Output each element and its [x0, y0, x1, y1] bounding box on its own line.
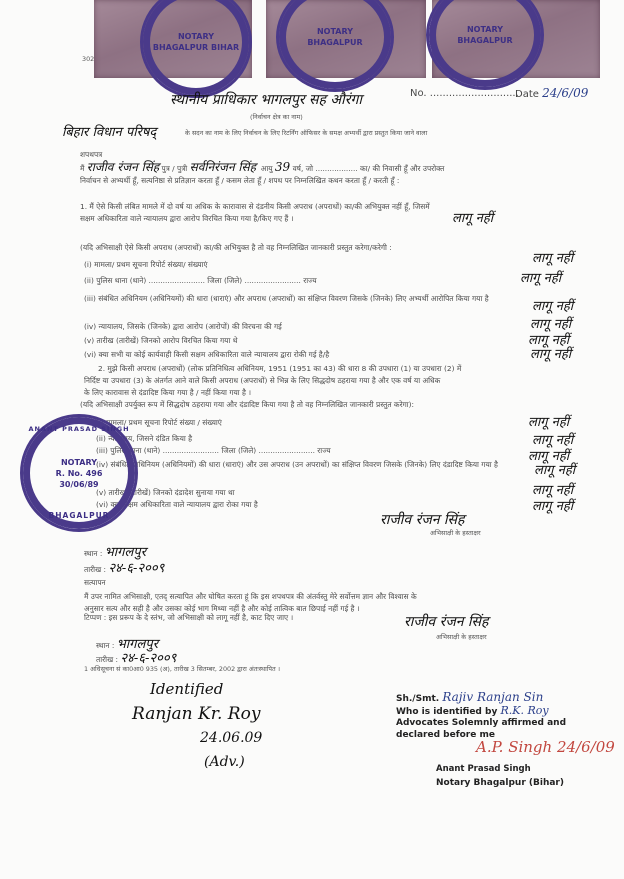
para2-item-1-answer: लागू नहीं — [528, 415, 570, 430]
verification-heading: सत्यापन — [84, 578, 106, 587]
para1-line-b: सक्षम अधिकारिता वाले न्यायालय द्वारा आरोप विरचित किया गया है/किए गए हैं । — [80, 214, 294, 223]
notary-seal-left: NOTARY R. No. 496 30/06/89 ANANT PRASAD SINGH BHAGALPUR — [20, 414, 138, 532]
verification-line-a: मैं उपर नामित अभिसाक्षी, एतद् सत्यापित और घोषित करता हूं कि इस शपथपत्र की अंतर्वस्तु मेरे सर्वोत्तम ज्ञान और विश्वास के — [84, 592, 417, 601]
para1-item-4-answer: लागू नहीं — [530, 317, 572, 332]
footnote: 1 अधिसूचना सं का0आ0 935 (अ), तारीख 3 सितम्बर, 2002 द्वारा अंतःस्थापित । — [84, 665, 281, 673]
identifier-date: 24.06.09 — [200, 730, 263, 746]
para1-item-1-answer: लागू नहीं — [532, 251, 574, 266]
para2-item-3-answer: लागू नहीं — [528, 449, 570, 464]
para1-item-1: (i) मामला/ प्रथम सूचना रिपोर्ट संख्या/ संख्याएं — [84, 260, 208, 269]
para2-item-3: (iii) पुलिस थाना (थाने) ........................ जिला (जिले) ........................ राज्य — [96, 446, 331, 455]
para1-item-6: (vi) क्या सभी या कोई कार्यवाही किसी सक्षम अधिकारिता वाले न्यायालय द्वारा रोकी गई है/है — [84, 350, 330, 359]
para1-line-a: 1. मैं ऐसे किसी लंबित मामले में दो वर्ष या अधिक के कारावास से दंडनीय किसी अपराध (अपराधों) का/की अभियुक्त नहीं हूँ, जिसमें — [80, 202, 430, 211]
date-1: तारीख : २४-६-२००९ — [84, 561, 165, 576]
para1-item-5: (v) तारीख (तारीखें) जिनको आरोप विरचित किया गया थे — [84, 336, 238, 345]
deponent-signature-2-caption: अभिसाक्षी के हस्ताक्षर — [436, 633, 487, 641]
notary-name: Anant Prasad Singh — [436, 764, 531, 774]
constituency-caption: (निर्वाचन क्षेत्र का नाम) — [250, 113, 303, 121]
place-1: स्थान : भागलपुर — [84, 545, 147, 560]
para2-item-1: (i) मामला/ प्रथम सूचना रिपोर्ट संख्या / संख्याएं — [96, 418, 222, 427]
para1-item-2-answer: लागू नहीं — [520, 271, 562, 286]
para1-item-3-answer: लागू नहीं — [532, 299, 574, 314]
para1-item-6-answer: लागू नहीं — [530, 347, 572, 362]
para2-line-c: के लिए कारावास से दंडादिष्ट किया गया है / नहीं किया गया है । — [84, 388, 252, 397]
place-2: स्थान : भागलपुर — [96, 637, 159, 652]
notary-line-1: Sh./Smt. Rajiv Ranjan Sin — [396, 690, 544, 704]
para2-item-5-answer: लागू नहीं — [532, 483, 574, 498]
deponent-signature-2: राजीव रंजन सिंह — [404, 614, 489, 630]
para1-item-3: (iii) संबंधित अधिनियम (अधिनियमों) की धारा (धाराएं) और अपराध (अपराधों) का संक्षिप्त विवरण जिसके (जिनके) लिए अभ्यर्थी आरोपित किया गया है — [84, 294, 489, 303]
para2-heading: (यदि अभिसाक्षी उपर्युक्त रूप में सिद्धदोष ठहराया गया और दंडादिष्ट किया गया है तो वह निम्नलिखित जानकारी प्रस्तुत करेगा): — [80, 400, 415, 409]
notary-place: Notary Bhagalpur (Bihar) — [436, 778, 564, 788]
identifier-name: Ranjan Kr. Roy — [132, 704, 261, 724]
para1-item-4: (iv) न्यायालय, जिसके (जिनके) द्वारा आरोप (आरोपों) की विरचना की गई — [84, 322, 282, 331]
note-line: टिप्पण : इस प्ररूप के दे स्तंभ, जो अभिसाक्षी को लागू नहीं है, काट दिए जाए । — [84, 613, 294, 622]
para1-item-2: (ii) पुलिस थाना (थाने) ........................ जिला (जिले) ........................ राज्य — [84, 276, 317, 285]
para2-line-a: 2. मुझे किसी अपराध (अपराधों) (लोक प्रतिनिधित्व अधिनियम, 1951 (1951 का 43) की धारा 8 की उपधारा (1) या उपधारा (2) में — [98, 364, 462, 373]
page-number: 302 — [82, 55, 95, 63]
oath-line: निर्वाचन से अभ्यर्थी हूँ, सत्यनिष्ठा से प्रतिज्ञान करता हूँ / कसम लेता हूँ / शपथ पर निम्नलिखित कथन करता हूँ / करती हूँ : — [80, 176, 400, 185]
verification-line-b: अनुसार सत्य और सही है और उसका कोई भाग मिथ्या नहीं है और कोई तात्विक बात छिपाई नहीं गई है । — [84, 604, 360, 613]
para2-item-5: (v) तारीख (तारीखें) जिनको दंडादेश सुनाया गया था — [96, 488, 235, 497]
notary-line-2: Who is identified by R.K. Roy — [396, 704, 549, 717]
deponent-signature-1-caption: अभिसाक्षी के हस्ताक्षर — [430, 529, 481, 537]
para2-item-2: (ii) न्यायालय, जिसने दंडित किया है — [96, 434, 193, 443]
para2-line-b: निर्दिष्ट या उपधारा (3) के अंतर्गत आने वाले किसी अपराध (अपराधों) से भिन्न के लिए सिद्धदोष ठहराया गया है और एक वर्ष या अधिक — [84, 376, 441, 385]
notary-seal-stamp-2: NOTARY BHAGALPUR — [276, 0, 394, 92]
notary-line-4: declared before me — [396, 730, 495, 740]
notary-signature: A.P. Singh 24/6/09 — [476, 738, 615, 756]
notary-seal-stamp-1: NOTARY BHAGALPUR BIHAR — [140, 0, 252, 98]
house-name: बिहार विधान परिषद् — [62, 125, 157, 140]
constituency-name: स्थानीय प्राधिकार भागलपुर सह औरंगा — [170, 92, 362, 108]
para2-item-6-answer: लागू नहीं — [532, 499, 574, 514]
deponent-signature-1: राजीव रंजन सिंह — [380, 512, 465, 528]
para2-item-6: (vi) क्या सक्षम अधिकारिता वाले न्यायालय द्वारा रोका गया है — [96, 500, 258, 509]
house-caption: के सदन का नाम के लिए निर्वाचन के लिए रिटर्निंग ऑफिसर के समक्ष अभ्यर्थी द्वारा प्रस्तुत किया जाने वाला — [185, 129, 428, 137]
para2-item-4-answer: लागू नहीं — [534, 463, 576, 478]
affidavit-heading: शपथपत्र — [80, 150, 103, 159]
para1-answer: लागू नहीं — [452, 211, 494, 226]
identified-label: Identified — [150, 680, 224, 698]
number-label: No. ............................ — [410, 88, 519, 99]
seal-ring-top: ANANT PRASAD SINGH — [28, 425, 130, 433]
deponent-name-line: मैं राजीव रंजन सिंह पुत्र / पुत्री सर्वनिरंजन सिंह आयु 39 वर्ष, जो .................. का/ की निवासी हूँ और उपरोक्त — [80, 160, 445, 174]
notary-line-3: Advocates Solemnly affirmed and — [396, 718, 567, 728]
date-2: तारीख : २४-६-२००९ — [96, 651, 177, 666]
date-field: Date 24/6/09 — [515, 86, 589, 100]
para1-item-5-answer: लागू नहीं — [528, 333, 570, 348]
identifier-role: (Adv.) — [204, 754, 245, 770]
seal-ring-bottom: BHAGALPUR — [48, 511, 110, 520]
notary-seal-stamp-3: NOTARY BHAGALPUR — [426, 0, 544, 90]
para2-item-4: (iv) संबंधित अधिनियम (अधिनियमों) की धारा (धाराएं) और उस अपराध (उन अपराधों) का संक्षिप्त विवरण जिसके (जिनके) लिए दंडादिष्ट किया गया है — [96, 460, 498, 469]
para2-item-2-answer: लागू नहीं — [532, 433, 574, 448]
para1-list-heading: (यदि अभिसाक्षी ऐसे किसी अपराध (अपराधों) का/की अभियुक्त है तो वह निम्नलिखित जानकारी प्रस्तुत करेगा/करेगी : — [80, 243, 392, 252]
